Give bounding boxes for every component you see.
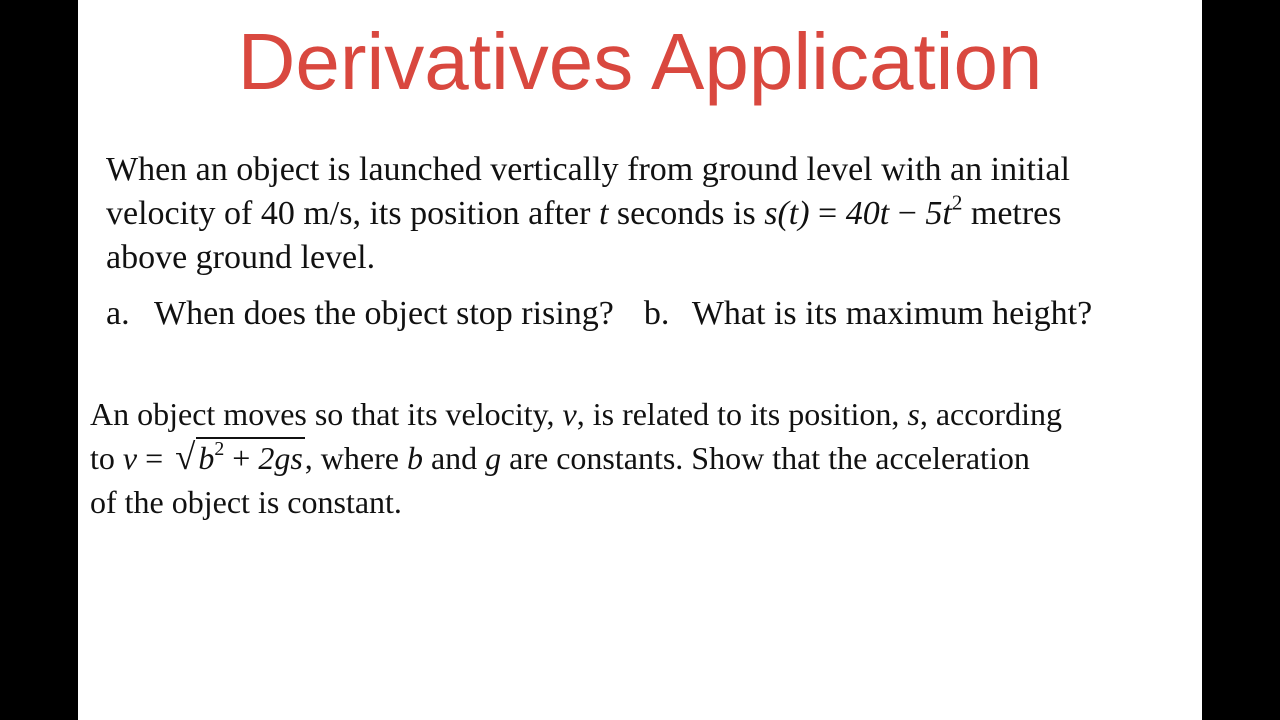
equation-lhs: s(t) bbox=[764, 195, 810, 232]
square-root-expression bbox=[171, 436, 305, 480]
problem-2-text bbox=[90, 392, 1190, 524]
problem-2-line-2: to $v = √b^2 + 2gs$, where b and g are constants. Show that the acceleration bbox=[90, 436, 1190, 480]
problem-1-text bbox=[106, 148, 1186, 280]
problem-2-line-3: of the object is constant. bbox=[90, 484, 402, 520]
equation-term-2: 5t bbox=[925, 195, 952, 232]
problem-1-questions bbox=[106, 292, 1186, 336]
question-b: What is its maximum height? bbox=[691, 295, 1093, 332]
question-a: When does the object stop rising? bbox=[154, 295, 614, 332]
problem-1-line-2: velocity of 40 m/s, its position after t seconds is $s(t) = 40t - 5t^2$ metres bbox=[106, 190, 1062, 232]
slide bbox=[78, 0, 1202, 720]
page-title: Derivatives Application bbox=[237, 17, 1043, 106]
problem-1-line-1: When an object is launched vertically from ground level with an initial bbox=[106, 151, 1070, 188]
equation-term-1: 40t bbox=[845, 195, 890, 232]
radicand: $b^2 + 2gs$ bbox=[198, 438, 303, 476]
question-a-label: a. bbox=[106, 295, 130, 332]
equation-exponent: 2 bbox=[951, 190, 963, 215]
radical-sign: √ bbox=[175, 436, 196, 477]
problem-2-line-1: An object moves so that its velocity, v, is related to its position, s, according bbox=[90, 396, 1062, 432]
problem-1-line-3: above ground level. bbox=[106, 239, 376, 276]
question-b-label: b. bbox=[643, 295, 670, 332]
